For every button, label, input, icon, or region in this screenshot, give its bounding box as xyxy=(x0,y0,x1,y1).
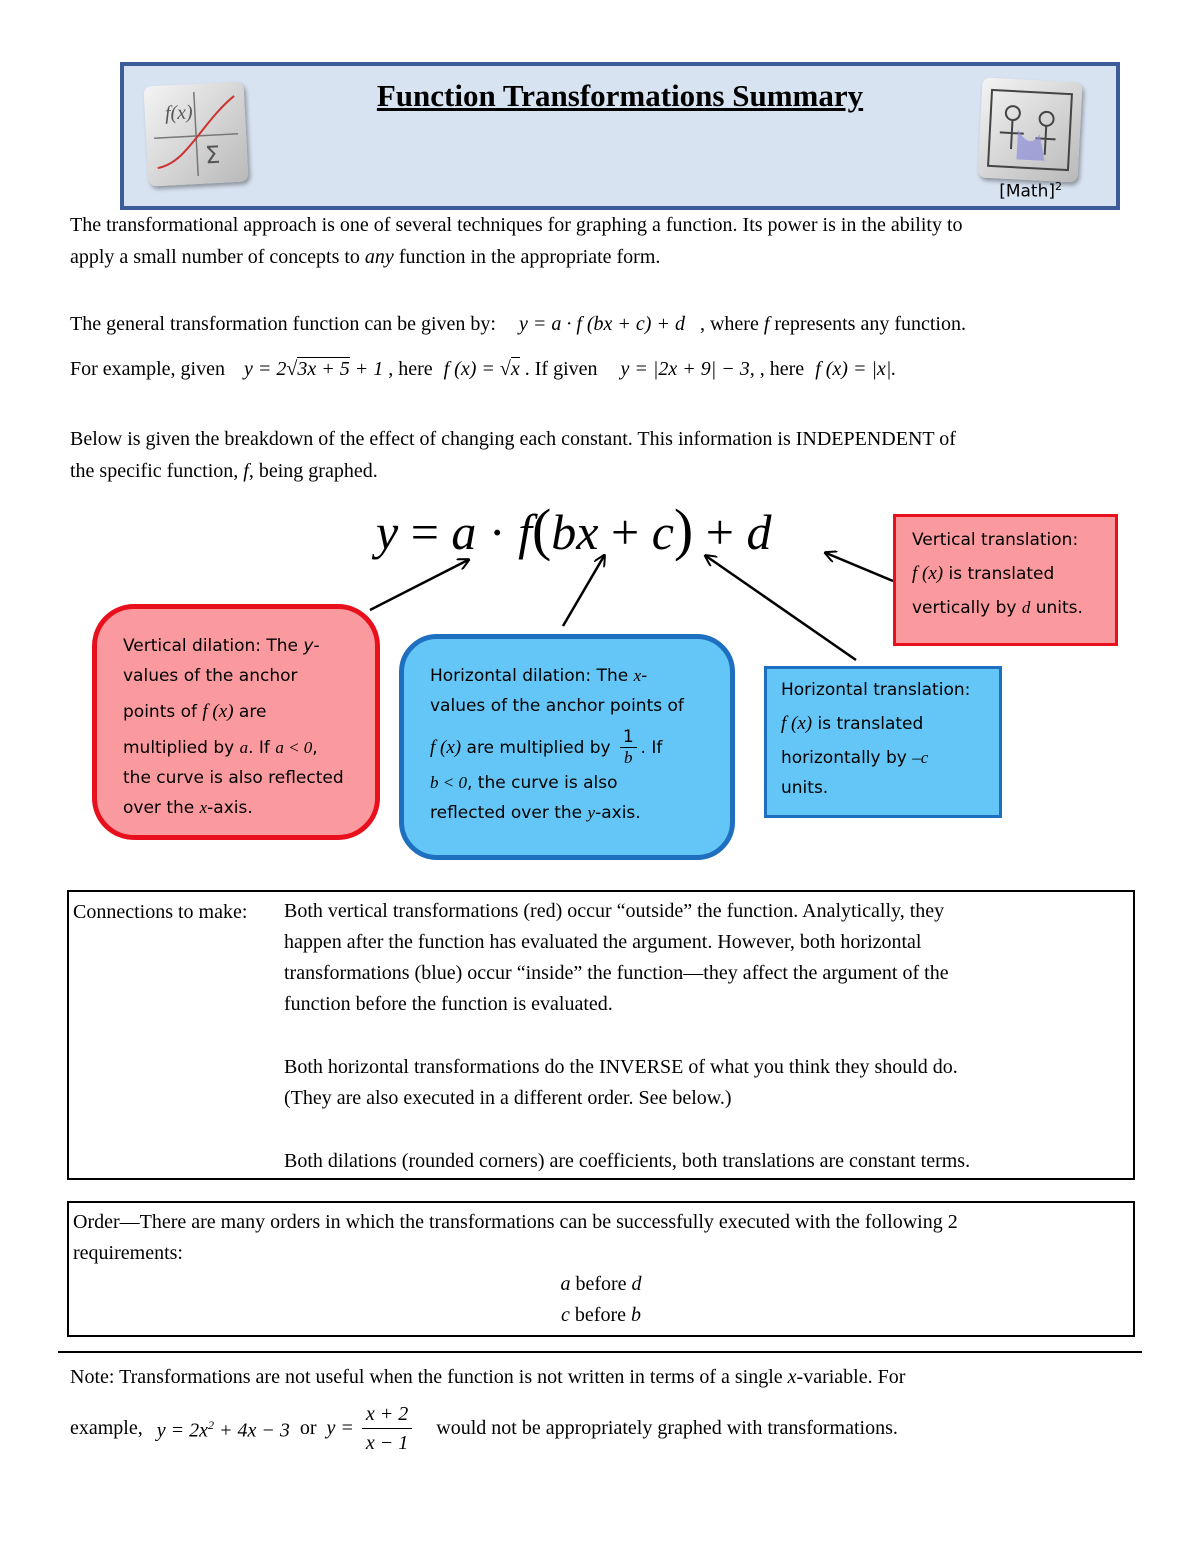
connections-text: Both vertical transformations (red) occur “outside” the function. Analytically, they happen after the function has evaluated the argument. However, both horizontal transformations (blue) occur “inside” the function—they affect the argument of the function before the function is evaluated. Both horizontal transformations do the INVERSE of what you think they should do. (They are also executed in a different order. See below.) Both dilations (rounded corners) are coefficients, both translations are constant terms. xyxy=(284,900,971,1172)
note-rational-formula: y = xyxy=(326,1417,354,1439)
vertical-translation-callout: Vertical translation: f (x) is translated vertically by d units. xyxy=(893,514,1118,646)
example-formula-abs: y = |2x + 9| − 3, xyxy=(620,358,755,380)
rational-fraction: $\frac{x + 2}{x - 1}$ xyxy=(362,1400,412,1457)
abs-parent-function: f (x) = |x|. xyxy=(815,358,897,380)
general-formula: y = a · f (bx + c) + d xyxy=(518,313,685,335)
example-formula-sqrt: y = 2√3x + 5 + 1 xyxy=(243,358,384,380)
constant-b: bx xyxy=(551,504,599,560)
order-box: Order—There are many orders in which the transformations can be successfully executed with the following 2 requirements: a before d c before b xyxy=(67,1201,1135,1337)
general-formula-line: The general transformation function can be given by: y = a · f (bx + c) + d , where f represents any function. xyxy=(70,313,966,335)
page-title: Function Transformations Summary xyxy=(376,78,864,113)
intro-line-2: apply a small number of concepts to any function in the appropriate form. xyxy=(70,246,661,268)
vertical-dilation-callout: Vertical dilation: The y- values of the anchor points of f (x) are multiplied by a. If a < 0, the curve is also reflected over the x-axis. xyxy=(92,604,380,840)
note-line-1: Note: Transformations are not useful when the function is not written in terms of a single x-variable. For xyxy=(70,1366,906,1388)
order-requirements: a before d c before b xyxy=(560,1273,642,1326)
big-transformation-formula: y = a · f(bx + c) + d xyxy=(376,497,772,562)
arrow-to-d xyxy=(826,553,893,581)
svg-text:Σ: Σ xyxy=(204,140,222,170)
arrow-to-c xyxy=(706,556,856,660)
svg-text:f(x): f(x) xyxy=(164,101,194,125)
connections-label: Connections to make: xyxy=(73,901,248,923)
note-line-2: example, $y = 2x^2 + 4x - 3$ or y = $\frac{x + 2}{x - 1}$ would not be appropriately graphed with transformations. xyxy=(70,1396,898,1460)
math-logo-label: [Math]$^2$ xyxy=(999,180,1062,202)
constant-a: a xyxy=(451,504,477,560)
arrow-to-b xyxy=(563,556,604,626)
sqrt-parent-function: f (x) = √x xyxy=(443,358,520,380)
connections-box xyxy=(67,890,1135,1180)
example-line: For example, given y = 2√3x + 5 + 1 , here f (x) = √x . If given y = |2x + 9| − 3, , here f (x) = |x|. xyxy=(70,358,897,380)
one-over-b-fraction: 1 b xyxy=(620,727,637,768)
intro-line-1: The transformational approach is one of several techniques for graphing a function. Its power is in the ability to xyxy=(70,214,963,236)
horizontal-translation-callout: Horizontal translation: f (x) is translated horizontally by –c units. xyxy=(764,666,1002,818)
arrow-to-a xyxy=(370,560,468,610)
horizontal-dilation-callout: Horizontal dilation: The x- values of the anchor points of f (x) are multiplied by 1 b . If b < 0, the curve is also reflected over the y-axis. xyxy=(399,634,735,860)
constant-d: d xyxy=(746,504,772,560)
note-quadratic-formula: $y = 2x^2 + 4x - 3$ xyxy=(156,1418,290,1442)
breakdown-paragraph: Below is given the breakdown of the effect of changing each constant. This information is INDEPENDENT of the specific function, f, being graphed. xyxy=(70,428,956,482)
divider xyxy=(58,1351,1142,1353)
constant-c: c xyxy=(651,504,674,560)
